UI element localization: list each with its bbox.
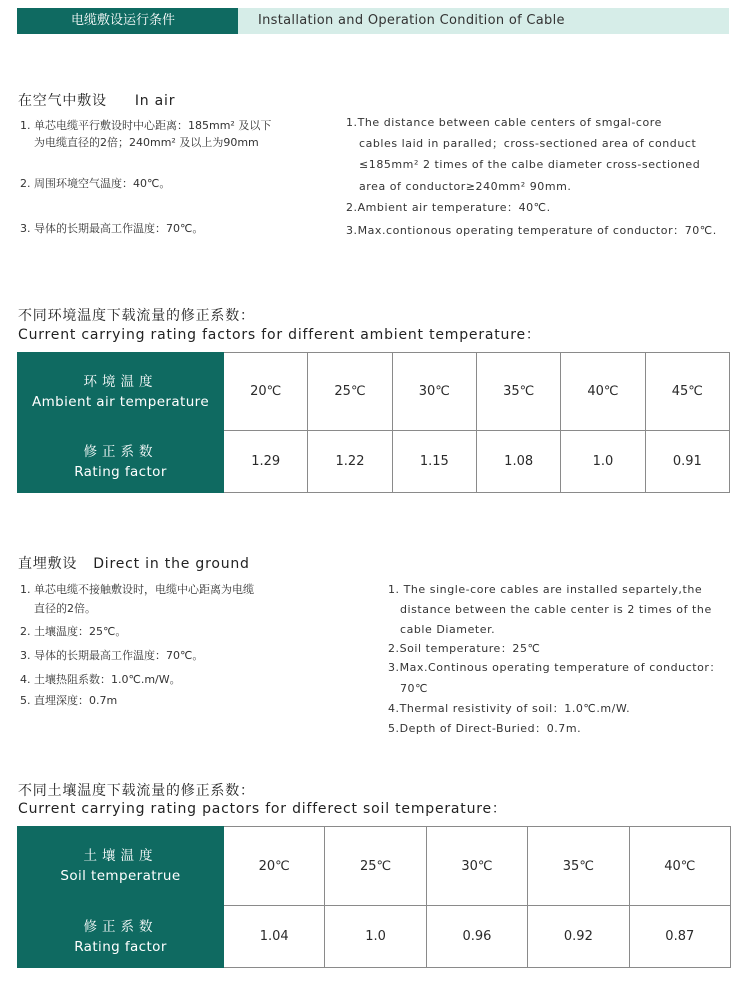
temp-cell: 20℃ [224,827,325,906]
table-row [18,827,731,906]
row-header-en: Rating factor [74,463,167,480]
factor-cell: 1.22 [308,431,392,493]
table2-title-cn: 不同土壤温度下载流量的修正系数： [18,783,255,799]
table1-title-en: Current carrying rating factors for different ambient temperature： [18,327,541,343]
row-header-cn: 环境温度 [83,373,158,390]
ground-item-en: 1. The single-core cables are installed separtely,the [388,583,703,596]
header-title-cn: 电缆敷设运行条件 [17,8,238,34]
row-header-cn: 修正系数 [83,443,158,460]
ground-item-cn: 5. 直埋深度：0.7m [20,694,118,707]
table-row [18,431,730,493]
row-header-en: Soil temperatrue [60,868,181,884]
row-header-en: Ambient air temperature [31,393,210,410]
air-item-cn: 为电缆直径的2倍；240mm² 及以上为90mm [34,136,259,149]
factor-cell: 0.87 [629,906,730,968]
temp-cell: 30℃ [426,827,527,906]
row-header-cn: 修正系数 [83,918,158,935]
air-item-en: ≤185mm² 2 times of the calbe diameter cross-sectioned [359,158,701,171]
temp-cell: 20℃ [224,353,308,431]
factor-cell: 1.04 [224,906,325,968]
factor-cell: 1.15 [392,431,476,493]
ground-item-en: distance between the cable center is 2 times of the [400,603,712,616]
table-row [18,353,730,431]
temp-cell: 25℃ [308,353,392,431]
factor-cell: 1.08 [476,431,560,493]
factor-cell: 1.0 [561,431,645,493]
ground-item-en: 2.Soil temperature：25℃ [388,642,541,655]
ambient-factor-table [17,352,730,493]
row-header [18,906,224,968]
table2-title-en: Current carrying rating pactors for differect soil temperature： [18,801,507,817]
row-header-en: Rating factor [74,938,167,955]
factor-cell: 0.92 [528,906,629,968]
air-section-title [18,90,175,110]
factor-cell: 1.29 [224,431,308,493]
row-header [18,353,224,431]
air-title-en: In air [134,93,176,109]
header-title-en: Installation and Operation Condition of Cable [238,8,729,34]
ground-item-cn: 2. 土壤温度：25℃。 [20,625,127,638]
temp-cell: 35℃ [528,827,629,906]
ground-title-cn: 直埋敷设 [18,556,78,572]
ground-title-en: Direct in the ground [93,556,250,572]
air-item-en: 3.Max.contionous operating temperature of conductor：70℃. [346,224,717,237]
row-header [18,827,224,906]
air-item-en: area of conductor≥240mm² 90mm. [359,180,572,193]
factor-cell: 1.0 [325,906,426,968]
row-header-cn: 土壤温度 [83,848,158,864]
ground-section-title [18,553,250,573]
air-item-en: 2.Ambient air temperature：40℃. [346,201,551,214]
ground-item-cn: 1. 单芯电缆不接触敷设时，电缆中心距离为电缆 [20,583,254,596]
ground-item-en: 70℃ [400,682,429,695]
air-item-cn: 3. 导体的长期最高工作温度：70℃。 [20,222,204,235]
table1-title-cn: 不同环境温度下载流量的修正系数： [18,308,255,324]
soil-factor-table [17,826,731,968]
temp-cell: 40℃ [629,827,730,906]
temp-cell: 25℃ [325,827,426,906]
table-row [18,906,731,968]
factor-cell: 0.96 [426,906,527,968]
air-item-en: 1.The distance between cable centers of smgal-core [346,116,662,129]
temp-cell: 35℃ [476,353,560,431]
air-item-en: cables laid in paralled；cross-sectioned area of conduct [359,137,697,150]
ground-item-cn: 3. 导体的长期最高工作温度：70℃。 [20,649,204,662]
ground-item-cn: 直径的2倍。 [34,602,96,615]
factor-cell: 0.91 [645,431,729,493]
air-title-cn: 在空气中敷设 [18,93,107,109]
ground-item-en: 4.Thermal resistivity of soil：1.0℃.m/W. [388,702,631,715]
ground-item-cn: 4. 土壤热阻系数：1.0℃.m/W。 [20,673,181,686]
ground-item-en: 3.Max.Continous operating temperature of conductor： [388,661,722,674]
air-item-cn: 1. 单芯电缆平行敷设时中心距离：185mm² 及以下 [20,119,272,132]
temp-cell: 30℃ [392,353,476,431]
temp-cell: 45℃ [645,353,729,431]
section-header [17,8,729,34]
air-item-cn: 2. 周围环境空气温度：40℃。 [20,177,171,190]
temp-cell: 40℃ [561,353,645,431]
ground-item-en: cable Diameter. [400,623,496,636]
ground-item-en: 5.Depth of Direct-Buried：0.7m. [388,722,582,735]
row-header [18,431,224,493]
